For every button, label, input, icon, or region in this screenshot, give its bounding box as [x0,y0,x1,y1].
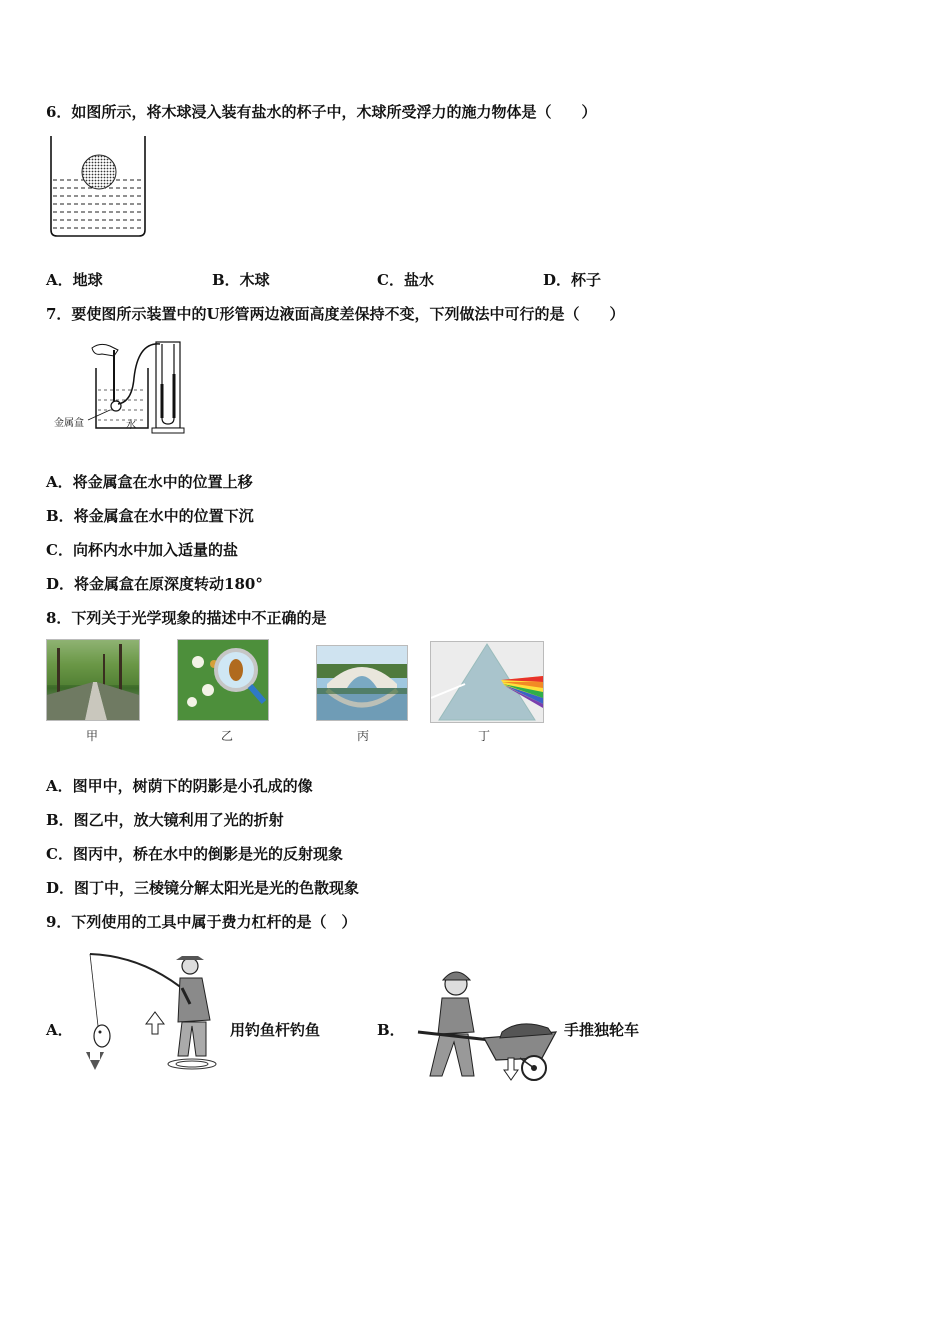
q7-stem: 7．要使图所示装置中的U形管两边液面高度差保持不变，下列做法中可行的是（ ） [46,305,625,323]
u-tube-manometer-figure [52,338,186,438]
water-label: 水 [126,420,136,431]
q7-option-a[interactable]: A．将金属盒在水中的位置上移 [46,473,253,491]
q8-option-b[interactable]: B．图乙中，放大镜利用了光的折射 [46,811,284,829]
q6-option-a[interactable]: A．地球 [46,271,103,289]
photo-forest-shade [46,639,140,721]
metal-box-label: 金属盒 [54,418,84,429]
q8-option-d[interactable]: D．图丁中，三棱镜分解太阳光是光的色散现象 [46,879,360,897]
cup-with-ball-figure [46,134,150,240]
photo-magnifier [177,639,269,721]
q6-option-c[interactable]: C．盐水 [377,271,434,289]
q7-option-c[interactable]: C．向杯内水中加入适量的盐 [46,541,238,559]
q8-option-c[interactable]: C．图丙中，桥在水中的倒影是光的反射现象 [46,845,343,863]
q9-option-b-letter[interactable]: B． [377,1021,405,1039]
q7-option-b[interactable]: B．将金属盒在水中的位置下沉 [46,507,254,525]
q6-stem: 6．如图所示，将木球浸入装有盐水的杯子中，木球所受浮力的施力物体是（ ） [46,103,597,121]
q6-option-d[interactable]: D．杯子 [543,271,602,289]
q8-stem: 8．下列关于光学现象的描述中不正确的是 [46,609,327,627]
caption-ding: 丁 [478,729,491,743]
q9-option-b-label[interactable]: 手推独轮车 [564,1021,640,1039]
fishing-rod-figure [78,948,223,1083]
photo-prism-dispersion [430,641,544,723]
wheelbarrow-figure [410,962,560,1087]
photo-bridge-reflection [316,645,408,721]
caption-bing: 丙 [357,729,370,743]
q6-option-b[interactable]: B．木球 [212,271,270,289]
q9-option-a-letter[interactable]: A． [46,1021,73,1039]
caption-yi: 乙 [221,729,234,743]
caption-jia: 甲 [86,729,99,743]
q9-stem: 9．下列使用的工具中属于费力杠杆的是（ ） [46,913,357,931]
q9-option-a-label[interactable]: 用钓鱼杆钓鱼 [230,1021,321,1039]
q7-option-d[interactable]: D．将金属盒在原深度转动180° [46,575,263,593]
q8-option-a[interactable]: A．图甲中，树荫下的阴影是小孔成的像 [46,777,313,795]
